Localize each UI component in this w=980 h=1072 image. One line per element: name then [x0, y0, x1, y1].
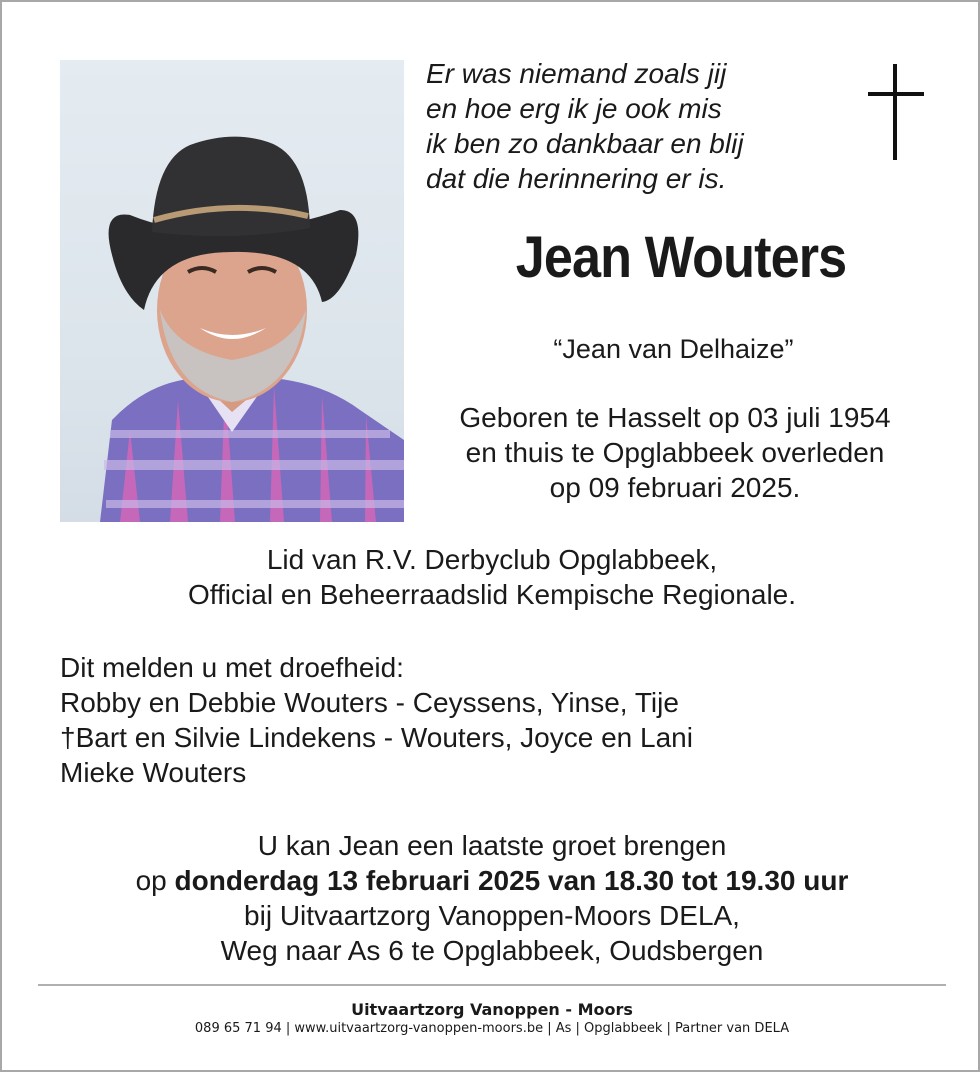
poem-line: dat die herinnering er is. — [426, 163, 727, 194]
membership — [2, 542, 980, 612]
membership-line: Official en Beheerraadslid Kempische Regionale. — [187, 579, 797, 610]
deceased-name: Jean Wouters — [515, 225, 847, 290]
mourners-line: Robby en Debbie Wouters - Ceyssens, Yinse, Tije — [60, 687, 679, 718]
portrait-photo — [60, 60, 404, 522]
portrait-photo-image — [60, 60, 404, 522]
visitation-line: bij Uitvaartzorg Vanoppen-Moors DELA, — [244, 900, 740, 931]
birth-death-line: op 09 februari 2025. — [549, 472, 801, 503]
deceased-nickname: “Jean van Delhaize” — [553, 334, 794, 364]
footer-divider — [38, 984, 946, 986]
funeral-home-name: Uitvaartzorg Vanoppen - Moors — [351, 1000, 633, 1019]
visitation-date-line — [2, 863, 980, 898]
birth-death-line: en thuis te Opglabbeek overleden — [465, 437, 885, 468]
poem-line: ik ben zo dankbaar en blij — [426, 128, 744, 159]
visitation-prefix: op — [135, 865, 175, 896]
funeral-home-contact: 089 65 71 94 | www.uitvaartzorg-vanoppen-moors.be | As | Opglabbeek | Partner van DELA — [194, 1021, 790, 1036]
birth-death-line: Geboren te Hasselt op 03 juli 1954 — [459, 402, 891, 433]
poem-line: en hoe erg ik je ook mis — [426, 93, 722, 124]
visitation-info — [2, 828, 980, 968]
visitation-line: U kan Jean een laatste groet brengen — [257, 830, 727, 861]
mourners-line: †Bart en Silvie Lindekens - Wouters, Joyce en Lani — [60, 722, 693, 753]
poem-line: Er was niemand zoals jij — [426, 58, 727, 89]
mourners-line: Mieke Wouters — [60, 757, 247, 788]
cross-icon — [868, 64, 924, 160]
membership-line: Lid van R.V. Derbyclub Opglabbeek, — [266, 544, 718, 575]
visitation-date: donderdag 13 februari 2025 van 18.30 tot 19.30 uur — [174, 865, 849, 896]
birth-death-details — [420, 400, 930, 505]
mourners-line: Dit melden u met droefheid: — [60, 652, 404, 683]
visitation-line: Weg naar As 6 te Opglabbeek, Oudsbergen — [220, 935, 764, 966]
poem — [426, 56, 744, 196]
mourners-list — [60, 650, 693, 790]
